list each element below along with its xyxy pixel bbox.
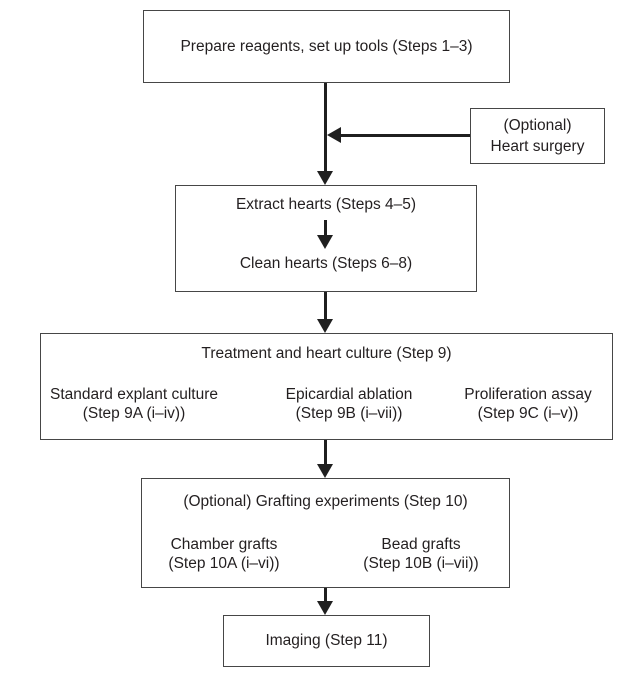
- connector-surgery-to-flow-shaft: [340, 134, 470, 137]
- node-clean-hearts-label: Clean hearts (Steps 6–8): [239, 255, 413, 272]
- treatment-option-epicardial-ablation-line1: Epicardial ablation: [285, 386, 413, 403]
- node-grafting-title: (Optional) Grafting experiments (Step 10): [183, 493, 468, 510]
- grafting-option-bead-grafts-line2: (Step 10B (i–vii)): [363, 555, 479, 572]
- treatment-option-proliferation-assay-line1: Proliferation assay: [464, 386, 592, 403]
- arrowhead-down-icon: [317, 235, 333, 249]
- treatment-option-standard-explant: [50, 385, 218, 423]
- node-grafting-experiments: [141, 478, 510, 588]
- node-optional-heart-surgery-line1: (Optional): [503, 117, 572, 134]
- node-imaging: [223, 615, 430, 667]
- grafting-option-chamber-grafts: [168, 535, 279, 573]
- grafting-option-bead-grafts-line1: Bead grafts: [381, 536, 461, 553]
- treatment-option-epicardial-ablation: [286, 385, 413, 423]
- node-imaging-label: Imaging (Step 11): [265, 632, 388, 649]
- treatment-option-standard-explant-line2: (Step 9A (i–iv)): [82, 405, 186, 422]
- treatment-option-standard-explant-line1: Standard explant culture: [49, 386, 219, 403]
- treatment-option-epicardial-ablation-line2: (Step 9B (i–vii)): [295, 405, 403, 422]
- arrowhead-down-icon: [317, 171, 333, 185]
- treatment-option-proliferation-assay-line2: (Step 9C (i–v)): [477, 405, 579, 422]
- node-optional-heart-surgery: [470, 108, 605, 164]
- connector-grafting-to-imaging-shaft: [324, 588, 327, 602]
- node-prepare-reagents-label: Prepare reagents, set up tools (Steps 1–3): [180, 37, 473, 55]
- arrowhead-down-icon: [317, 464, 333, 478]
- node-treatment-title: Treatment and heart culture (Step 9): [201, 345, 452, 362]
- node-optional-heart-surgery-line2: Heart surgery: [490, 138, 585, 155]
- node-extract-hearts-label: Extract hearts (Steps 4–5): [235, 196, 417, 213]
- node-treatment-heart-culture: [40, 333, 613, 440]
- connector-clean-to-treatment-shaft: [324, 292, 327, 320]
- arrowhead-down-icon: [317, 319, 333, 333]
- grafting-option-chamber-grafts-line1: Chamber grafts: [170, 536, 278, 553]
- arrowhead-down-icon: [317, 601, 333, 615]
- grafting-option-chamber-grafts-line2: (Step 10A (i–vi)): [168, 555, 280, 572]
- grafting-option-bead-grafts: [363, 535, 478, 573]
- arrowhead-left-icon: [327, 127, 341, 143]
- node-prepare-reagents: [143, 10, 510, 83]
- treatment-option-proliferation-assay: [464, 385, 592, 423]
- connector-extract-to-clean-shaft: [324, 220, 327, 236]
- connector-treatment-to-grafting-shaft: [324, 440, 327, 465]
